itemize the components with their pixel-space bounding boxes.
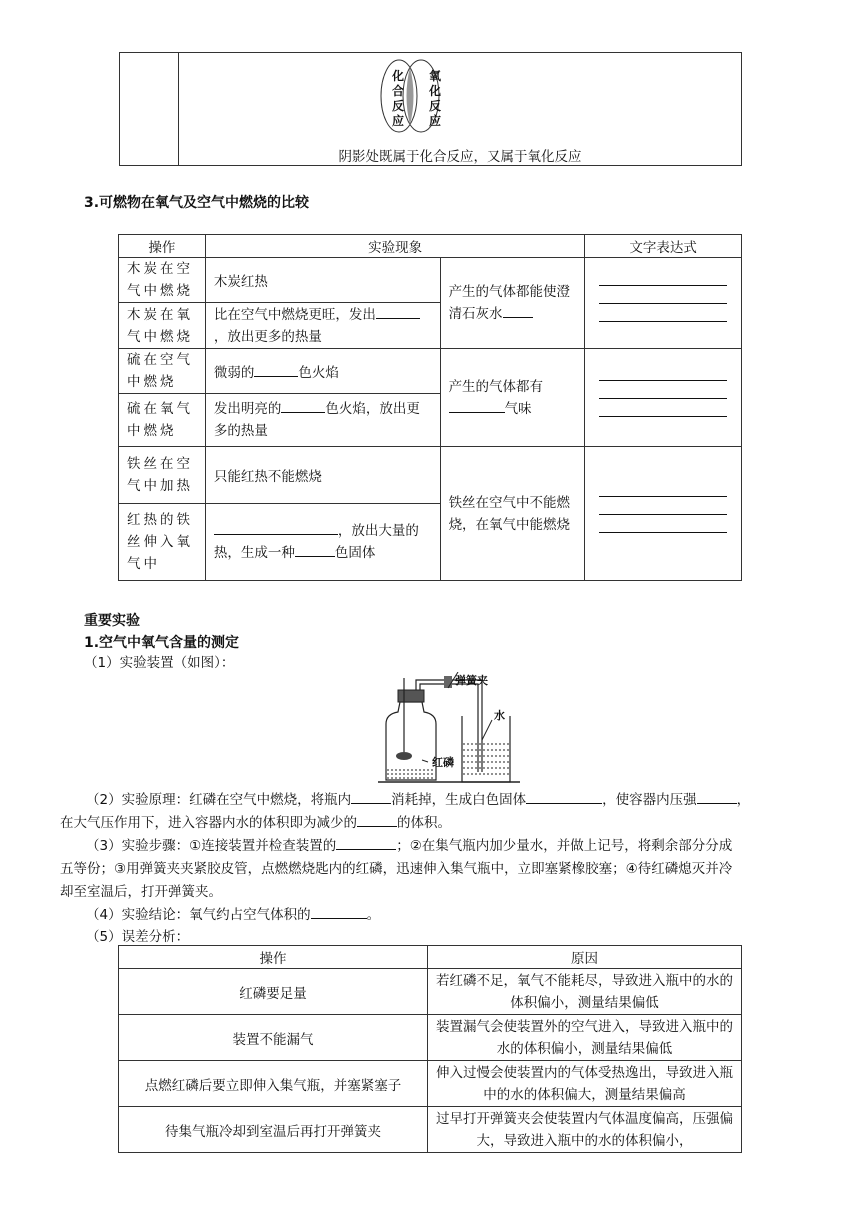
r2-op: 木炭在氧气中燃烧 <box>119 303 206 349</box>
sulfur-common <box>440 349 585 447</box>
step2-e: 在大气压作用下，进入容器内水的体积即为减少的 <box>60 815 357 831</box>
section3-title: 3.可燃物在氧气及空气中燃烧的比较 <box>84 195 310 211</box>
experiment-title: 1.空气中氧气含量的测定 <box>84 635 240 651</box>
step2-c: ，使容器内压强 <box>602 792 697 808</box>
r6-ph-b: 色固体 <box>334 545 376 561</box>
blank <box>295 542 335 557</box>
answer-line <box>599 284 727 286</box>
answer-line <box>599 495 727 497</box>
r4-op: 硫在氧气中燃烧 <box>119 394 206 447</box>
table-row <box>119 1107 742 1153</box>
combustion-table <box>118 234 742 581</box>
venn-caption: 阴影处既属于化合反应，又属于氧化反应 <box>338 149 582 165</box>
sulfur-expressions <box>585 349 742 447</box>
figure-label-clip: 弹簧夹 <box>455 674 488 687</box>
blank <box>449 398 505 413</box>
step2-b: 消耗掉，生成白色固体 <box>391 792 527 808</box>
step4-b: 。 <box>366 907 381 923</box>
carbon-common-text: 产生的气体都能使澄清石灰水 <box>448 284 571 322</box>
step2-f: 的体积。 <box>397 815 451 831</box>
venn-right-label: 氧化反应 <box>429 69 442 128</box>
error-reason: 过早打开弹簧夹会使装置内气体温度偏高，压强偏大，导致进入瓶中的水的体积偏小， <box>428 1107 742 1153</box>
blank <box>214 520 338 535</box>
blank <box>357 812 397 827</box>
important-heading: 重要实验 <box>84 613 140 629</box>
step5-text: （5）误差分析： <box>86 929 190 945</box>
sulfur-common-a: 产生的气体都有 <box>448 378 544 395</box>
error-op: 红磷要足量 <box>119 969 428 1015</box>
table-row <box>119 1061 742 1107</box>
r4-phenomenon <box>205 394 440 447</box>
r2-ph-a: 比在空气中燃烧更旺，发出 <box>213 306 376 323</box>
spring-clip <box>444 676 452 688</box>
blank <box>376 304 420 319</box>
header-expression: 文字表达式 <box>585 235 742 258</box>
r3-ph-a: 微弱的 <box>213 365 255 381</box>
step2-paragraph <box>60 789 812 835</box>
step2-d: ， <box>736 792 751 808</box>
r6-ph-a: ，放出大量的热，生成一种 <box>213 523 419 561</box>
r2-phenomenon <box>205 303 440 349</box>
r3-ph-b: 色火焰 <box>298 365 339 381</box>
step4-a: （4）实验结论：氧气约占空气体积的 <box>86 907 311 923</box>
figure-label-phosphorus: 红磷 <box>432 756 454 769</box>
venn-empty-cell <box>120 53 179 166</box>
error-reason: 装置漏气会使装置外的空气进入，导致进入瓶中的水的体积偏小，测量结果偏低 <box>428 1015 742 1061</box>
error-op: 装置不能漏气 <box>119 1015 428 1061</box>
blank <box>311 904 367 919</box>
r6-phenomenon <box>205 504 440 581</box>
figure-label-water: 水 <box>494 709 505 722</box>
blank <box>281 398 325 413</box>
error-reason: 若红磷不足，氧气不能耗尽，导致进入瓶中的水的体积偏小，测量结果偏低 <box>428 969 742 1015</box>
combustion-spoon <box>396 752 412 760</box>
blank <box>351 789 391 804</box>
header-operation: 操作 <box>119 235 206 258</box>
blank <box>503 303 533 318</box>
step3-b: ；②在集气瓶内加少量水，并做上记号，将剩余部分分成 <box>396 838 733 854</box>
error-header-op: 操作 <box>119 946 428 969</box>
step3-paragraph <box>60 835 812 904</box>
table-row <box>119 1015 742 1061</box>
carbon-common <box>440 258 585 349</box>
r3-phenomenon <box>205 349 440 394</box>
answer-line <box>599 415 727 417</box>
gas-bottle <box>386 702 436 780</box>
answer-line <box>599 531 727 533</box>
step2-a: （2）实验原理：红磷在空气中燃烧，将瓶内 <box>86 792 352 808</box>
blank <box>336 835 396 850</box>
answer-line <box>599 379 727 381</box>
step3-c: 五等份；③用弹簧夹夹紧胶皮管，点燃燃烧匙内的红磷，迅速伸入集气瓶中，立即塞紧橡胶塞；④待红磷熄灭并冷 <box>60 861 733 877</box>
answer-line <box>599 397 727 399</box>
venn-left-label: 化合反应 <box>392 69 405 128</box>
error-reason: 伸入过慢会使装置内的气体受热逸出，导致进入瓶中的水的体积偏大，测量结果偏高 <box>428 1061 742 1107</box>
carbon-expressions <box>585 258 742 349</box>
r1-op: 木炭在空气中燃烧 <box>119 258 206 303</box>
r2-ph-b: ，放出更多的热量 <box>213 328 322 345</box>
table-row <box>119 969 742 1015</box>
blank <box>254 362 298 377</box>
beaker <box>462 716 510 782</box>
venn-table <box>119 52 742 166</box>
error-table <box>118 945 742 1153</box>
header-phenomenon: 实验现象 <box>205 235 585 258</box>
iron-common: 铁丝在空气中不能燃烧，在氧气中能燃烧 <box>440 447 585 581</box>
iron-expressions <box>585 447 742 581</box>
answer-line <box>599 320 727 322</box>
answer-line <box>599 513 727 515</box>
r3-op: 硫在空气中燃烧 <box>119 349 206 394</box>
r5-phenomenon: 只能红热不能燃烧 <box>205 447 440 504</box>
error-header-reason: 原因 <box>428 946 742 969</box>
step4-text <box>86 904 380 927</box>
error-op: 待集气瓶冷却到室温后再打开弹簧夹 <box>119 1107 428 1153</box>
step3-d: 却至室温后，打开弹簧夹。 <box>60 884 222 900</box>
r6-op: 红热的铁丝伸入氧气中 <box>119 504 206 581</box>
stopper <box>398 690 424 702</box>
r4-ph-a: 发出明亮的 <box>213 401 282 417</box>
venn-cell <box>179 53 742 166</box>
r1-phenomenon: 木炭红热 <box>205 258 440 303</box>
blank <box>697 789 737 804</box>
apparatus-figure <box>378 672 520 788</box>
r5-op: 铁丝在空气中加热 <box>119 447 206 504</box>
step1-text: （1）实验装置（如图）： <box>84 655 235 671</box>
answer-line <box>599 302 727 304</box>
error-op: 点燃红磷后要立即伸入集气瓶，并塞紧塞子 <box>119 1061 428 1107</box>
r4-ph-b: 色火焰，放出更多的热量 <box>213 401 420 439</box>
step3-a: （3）实验步骤：①连接装置并检查装置的 <box>86 838 337 854</box>
blank <box>526 789 602 804</box>
sulfur-common-b: 气味 <box>504 400 532 417</box>
